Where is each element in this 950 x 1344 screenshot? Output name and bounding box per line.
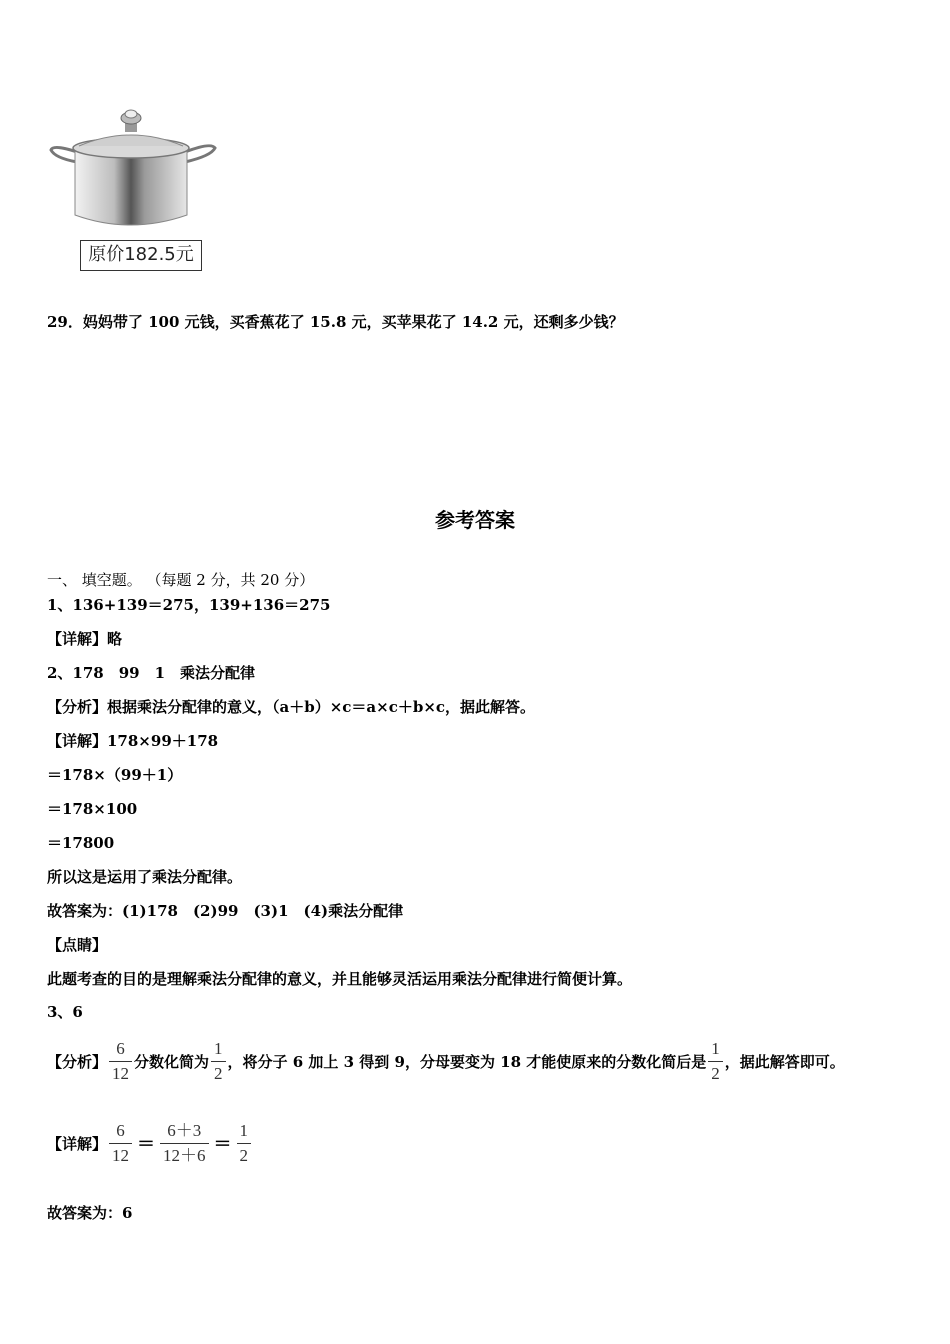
question-29: 29．妈妈带了 100 元钱，买香蕉花了 15.8 元，买苹果花了 14.2 元，还剩多少钱？ bbox=[47, 313, 624, 331]
equals-sign: ＝ bbox=[137, 1134, 156, 1155]
analysis-text: ，据此解答即可。 bbox=[724, 1052, 845, 1071]
detail-label: 【详解】 bbox=[47, 1134, 108, 1153]
price-label: 原价182.5元 bbox=[80, 240, 202, 271]
fraction-sum: $\frac{6+3}{12+6}$ bbox=[160, 1121, 209, 1166]
answer-2-comment: 此题考查的目的是理解乘法分配律的意义，并且能够灵活运用乘法分配律进行简便计算。 bbox=[47, 970, 633, 988]
answer-2-detail-line: ＝178×100 bbox=[47, 800, 138, 818]
answer-2-conclusion: 所以这是运用了乘法分配律。 bbox=[47, 868, 243, 886]
answers-title: 参考答案 bbox=[435, 508, 515, 532]
section-1-heading: 一、 填空题。 （每题 2 分，共 20 分） bbox=[47, 571, 315, 589]
answer-1: 1、136+139＝275，139+136＝275 bbox=[47, 596, 331, 614]
pot-illustration bbox=[45, 100, 220, 235]
answer-3-final: 故答案为：6 bbox=[47, 1204, 133, 1222]
fraction-1-2: $\frac{1}{2}$ bbox=[211, 1039, 226, 1084]
fraction-6-12: $\frac{6}{12}$ bbox=[109, 1039, 132, 1084]
analysis-text: ，将分子 6 加上 3 得到 9，分母要变为 18 才能使原来的分数化简后是 bbox=[227, 1052, 707, 1071]
analysis-text: 分数化简为 bbox=[134, 1052, 210, 1071]
answer-1-detail: 【详解】略 bbox=[47, 630, 123, 648]
answer-3-detail bbox=[47, 1118, 253, 1168]
answer-2-comment-label: 【点睛】 bbox=[47, 936, 108, 954]
answer-3-analysis bbox=[47, 1036, 845, 1086]
fraction-1-2: $\frac{1}{2}$ bbox=[708, 1039, 723, 1084]
analysis-label: 【分析】 bbox=[47, 1052, 108, 1071]
answer-3: 3、6 bbox=[47, 1003, 83, 1021]
fraction-6-12: $\frac{6}{12}$ bbox=[109, 1121, 132, 1166]
answer-2-final: 故答案为：(1)178 (2)99 (3)1 (4)乘法分配律 bbox=[47, 902, 404, 920]
answer-2-detail-line: 【详解】178×99＋178 bbox=[47, 732, 219, 750]
fraction-1-2: $\frac{1}{2}$ bbox=[237, 1121, 252, 1166]
answer-2-detail-line: ＝178×（99＋1） bbox=[47, 766, 183, 784]
equals-sign: ＝ bbox=[213, 1134, 232, 1155]
answer-2-analysis: 【分析】根据乘法分配律的意义，（a＋b）×c＝a×c＋b×c，据此解答。 bbox=[47, 698, 536, 716]
answer-2: 2、178 99 1 乘法分配律 bbox=[47, 664, 256, 682]
answer-2-detail-line: ＝17800 bbox=[47, 834, 115, 852]
